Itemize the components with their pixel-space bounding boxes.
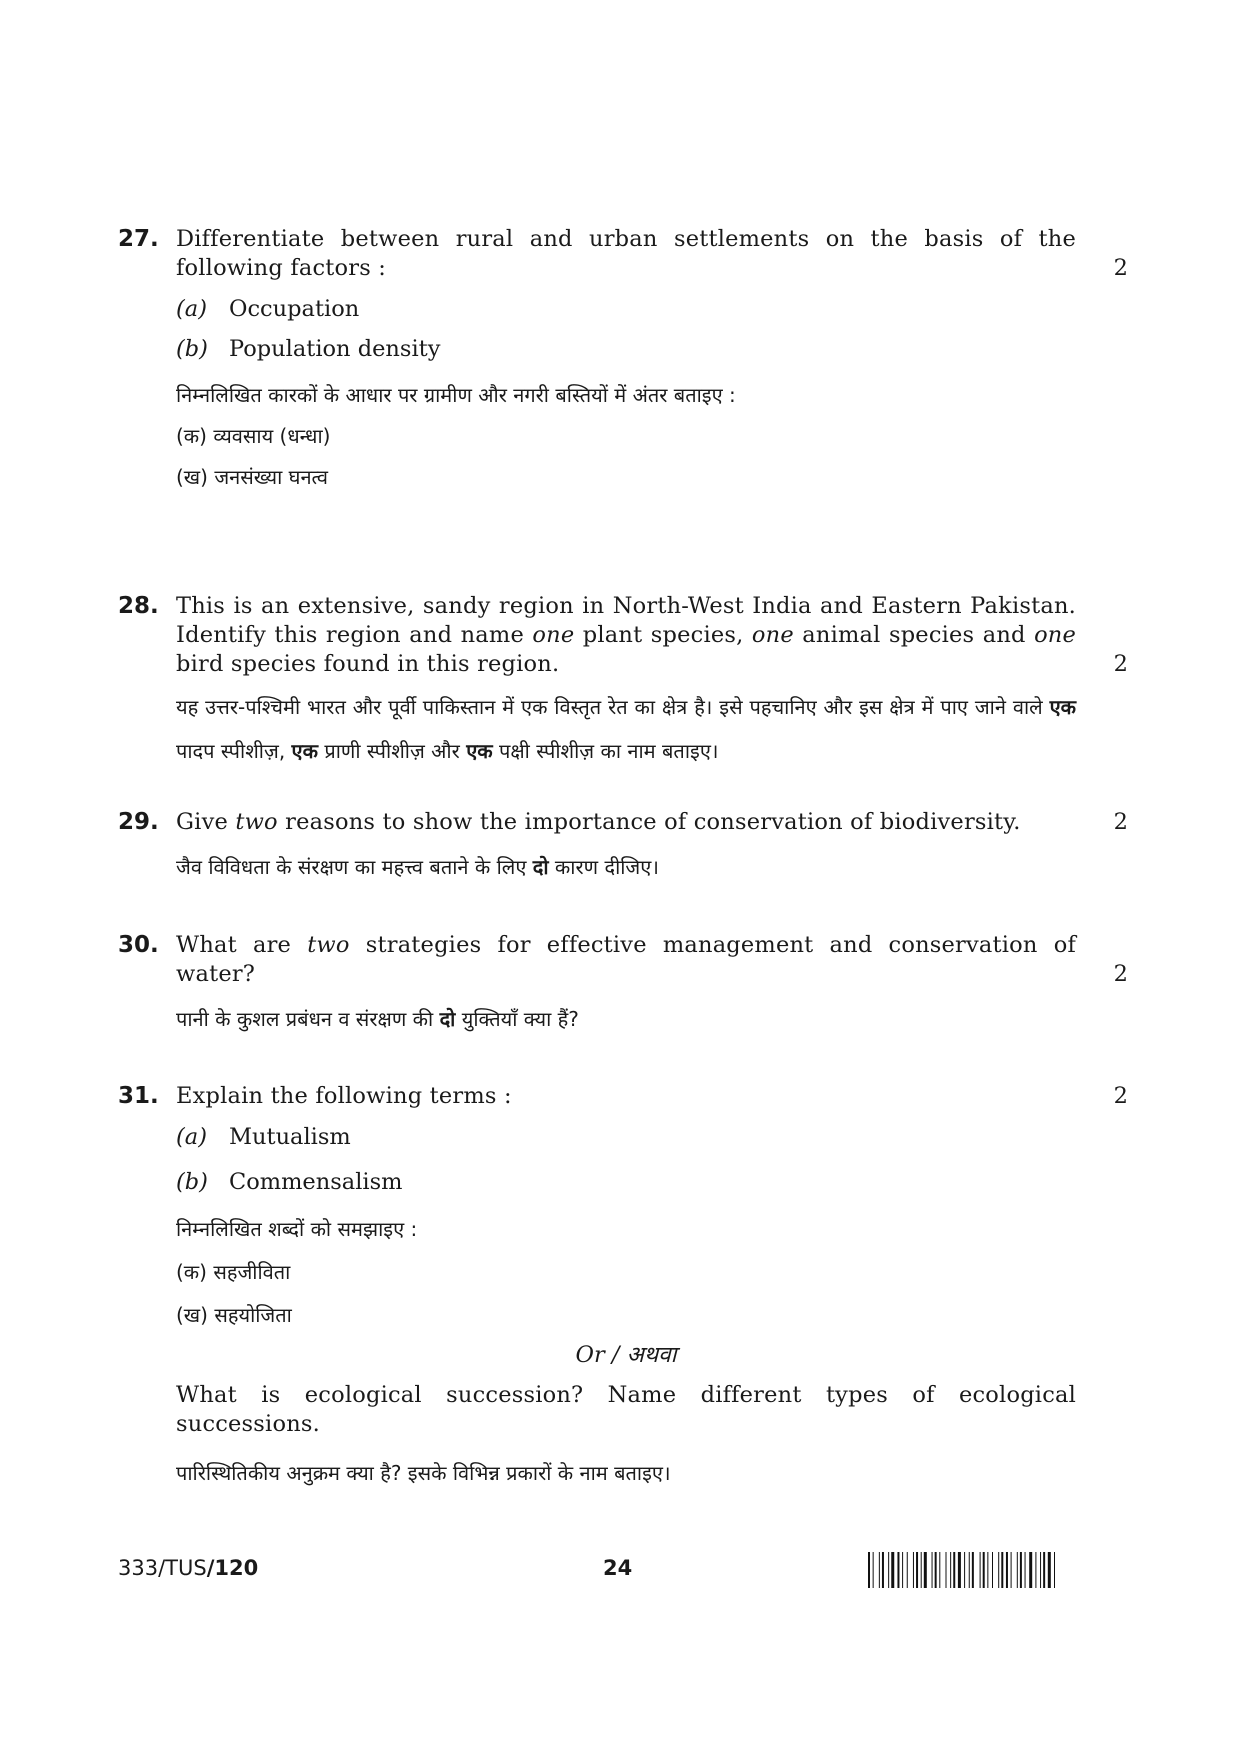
alt-question-text-en: What is ecological succession? Name different types of ecological successions. [176, 1382, 1076, 1437]
emphasis: one [751, 622, 794, 648]
question-text-hi: निम्नलिखित कारकों के आधार पर ग्रामीण और नगरी बस्तियों में अंतर बताइए : [176, 383, 736, 407]
barcode-image [868, 1552, 1128, 1588]
page-footer [118, 1552, 1128, 1588]
question-text-hi: निम्नलिखित शब्दों को समझाइए : [176, 1217, 418, 1241]
option-label: (a) [176, 1124, 207, 1150]
question-number: 27. [118, 226, 159, 252]
question-text-hi [176, 853, 1076, 882]
question-text-en: Differentiate between rural and urban settlements on the basis of the following factors : [176, 226, 1076, 281]
question-31 [118, 1082, 1128, 1488]
question-27 [118, 225, 1128, 492]
option-ka: (क) व्यवसाय (धन्धा) [176, 424, 331, 448]
paper-code-prefix: 333/TUS [118, 1556, 207, 1580]
option-label: (b) [176, 1169, 208, 1195]
question-text-en [176, 592, 1076, 679]
text-run: कारण दीजिए। [548, 855, 659, 879]
text-run: पादप स्पीशीज़, [176, 739, 292, 763]
text-run: strategies for effective management and conservation of water? [176, 932, 1076, 987]
question-29 [118, 808, 1128, 882]
option-text: Mutualism [229, 1124, 351, 1150]
question-text-en [176, 808, 1076, 837]
emphasis: एक [466, 739, 493, 763]
option-text: Occupation [229, 296, 360, 322]
question-28 [118, 592, 1128, 773]
text-run: plant species, [574, 622, 752, 648]
question-text-hi [176, 1005, 1076, 1034]
option-ka: (क) सहजीविता [176, 1260, 291, 1284]
option-text: Commensalism [229, 1169, 403, 1195]
option-a [176, 1123, 1076, 1152]
emphasis: दो [532, 855, 549, 879]
page-number: 24 [603, 1556, 633, 1580]
text-run: bird species found in this region. [176, 651, 560, 677]
question-marks: 2 [1113, 651, 1128, 677]
text-run: reasons to show the importance of conservation of biodiversity. [277, 809, 1021, 835]
text-run: Give [176, 809, 236, 835]
emphasis: one [532, 622, 575, 648]
emphasis: one [1034, 622, 1077, 648]
or-separator: Or / अथवा [575, 1342, 677, 1368]
option-a [176, 295, 1076, 324]
text-run: पक्षी स्पीशीज़ का नाम बताइए। [492, 739, 719, 763]
paper-code [118, 1556, 258, 1580]
question-text-en: Explain the following terms : [176, 1083, 512, 1109]
question-marks: 2 [1113, 255, 1128, 281]
emphasis: two [235, 809, 278, 835]
question-30 [118, 931, 1128, 1034]
option-b [176, 335, 1076, 364]
question-number: 29. [118, 809, 159, 835]
option-label: (b) [176, 336, 208, 362]
question-number: 28. [118, 593, 159, 619]
emphasis: two [307, 932, 350, 958]
text-run: युक्तियाँ क्या हैं? [455, 1007, 579, 1031]
option-b [176, 1168, 1076, 1197]
question-text-en [176, 931, 1076, 989]
alt-question-text-hi: पारिस्थितिकीय अनुक्रम क्या है? इसके विभिन्न प्रकारों के नाम बताइए। [176, 1461, 671, 1485]
emphasis: एक [1049, 695, 1076, 719]
question-number: 30. [118, 932, 159, 958]
emphasis: एक [291, 739, 318, 763]
question-marks: 2 [1113, 961, 1128, 987]
text-run: What are [176, 932, 308, 958]
text-run: जैव विविधता के संरक्षण का महत्त्व बताने के लिए [176, 855, 533, 879]
emphasis: दो [439, 1007, 456, 1031]
text-run: प्राणी स्पीशीज़ और [317, 739, 467, 763]
option-kha: (ख) जनसंख्या घनत्व [176, 465, 328, 489]
option-kha: (ख) सहयोजिता [176, 1303, 292, 1327]
option-label: (a) [176, 296, 207, 322]
option-text: Population density [229, 336, 441, 362]
text-run: This is an extensive, sandy region in North-West India and Eastern Pakistan. Identify this region and name [176, 593, 1076, 648]
question-number: 31. [118, 1083, 159, 1109]
text-run: यह उत्तर-पश्चिमी भारत और पूर्वी पाकिस्तान में एक विस्तृत रेत का क्षेत्र है। इसे पहचानिए और इस क्षेत्र में पाए जाने वाले [176, 695, 1050, 719]
paper-code-suffix: /120 [206, 1556, 259, 1580]
question-marks: 2 [1113, 1083, 1128, 1109]
question-marks: 2 [1113, 809, 1128, 835]
question-text-hi [176, 685, 1076, 773]
text-run: animal species and [793, 622, 1035, 648]
text-run: पानी के कुशल प्रबंधन व संरक्षण की [176, 1007, 440, 1031]
